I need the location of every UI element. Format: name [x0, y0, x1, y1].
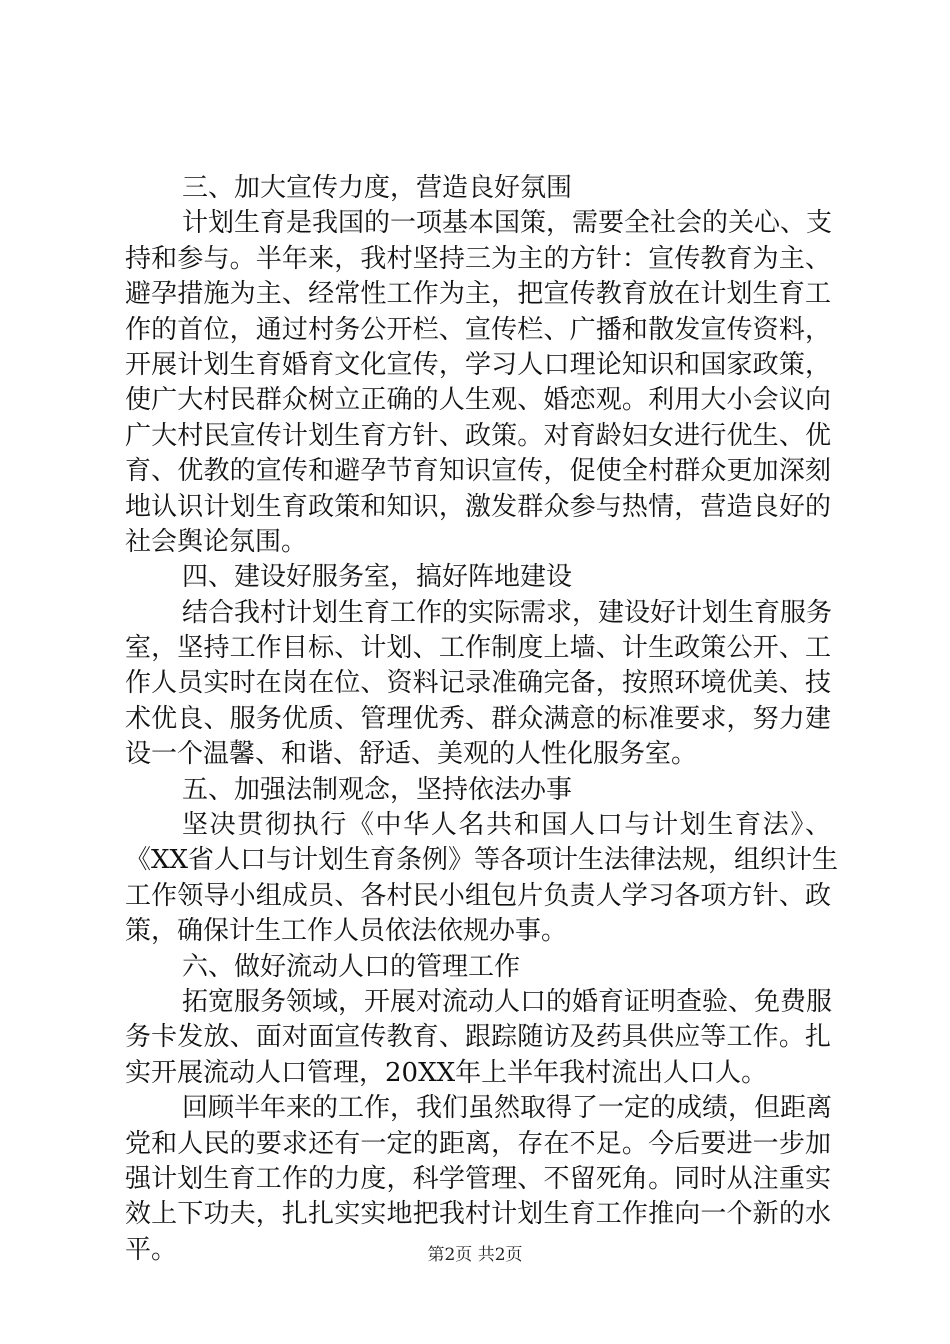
paragraph-line: 避孕措施为主、经常性工作为主，把宣传教育放在计划生育工 — [125, 279, 831, 310]
paragraph-line: 计划生育是我国的一项基本国策，需要全社会的关心、支 — [182, 208, 833, 239]
paragraph-line: 实开展流动人口管理，20XX年上半年我村流出人口人。 — [125, 1057, 768, 1088]
paragraph-line: 强计划生育工作的力度，科学管理、不留死角。同时从注重实 — [125, 1163, 831, 1194]
paragraph-line: 育、优教的宣传和避孕节育知识宣传，促使全村群众更加深刻 — [125, 456, 831, 487]
paragraph-line: 设一个温馨、和谐、舒适、美观的人性化服务室。 — [125, 739, 698, 770]
paragraph-line: 工作领导小组成员、各村民小组包片负责人学习各项方针、政 — [125, 880, 831, 911]
paragraph-line: 平。 — [125, 1234, 178, 1265]
paragraph-line: 务卡发放、面对面宣传教育、跟踪随访及药具供应等工作。扎 — [125, 1022, 831, 1053]
paragraph-line: 坚决贯彻执行《中华人名共和国人口与计划生育法》、 — [182, 810, 831, 841]
paragraph-line: 室，坚持工作目标、计划、工作制度上墙、计生政策公开、工 — [125, 633, 831, 664]
paragraph-line: 结合我村计划生育工作的实际需求，建设好计划生育服务 — [182, 597, 833, 628]
section-heading: 六、做好流动人口的管理工作 — [182, 951, 521, 982]
page-number-footer: 第2页 共2页 — [427, 1245, 523, 1265]
paragraph-line: 回顾半年来的工作，我们虽然取得了一定的成绩，但距离 — [182, 1093, 833, 1124]
paragraph-line: 效上下功夫，扎扎实实地把我村计划生育工作推向一个新的水 — [125, 1199, 831, 1230]
document-body — [125, 171, 839, 1268]
paragraph-line: 使广大村民群众树立正确的人生观、婚恋观。利用大小会议向 — [125, 385, 831, 416]
paragraph-line: 策，确保计生工作人员依法依规办事。 — [125, 916, 568, 947]
paragraph-line: 《XX省人口与计划生育条例》等各项计生法律法规，组织计生 — [125, 845, 839, 876]
section-heading: 四、建设好服务室，搞好阵地建设 — [182, 562, 573, 593]
paragraph-line: 广大村民宣传计划生育方针、政策。对育龄妇女进行优生、优 — [125, 420, 831, 451]
paragraph-line: 术优良、服务优质、管理优秀、群众满意的标准要求，努力建 — [125, 703, 831, 734]
paragraph-line: 党和人民的要求还有一定的距离，存在不足。今后要进一步加 — [125, 1128, 831, 1159]
section-heading: 三、加大宣传力度，营造良好氛围 — [182, 173, 573, 203]
paragraph-line: 社会舆论氛围。 — [125, 526, 308, 557]
section-heading: 五、加强法制观念，坚持依法办事 — [182, 774, 573, 805]
paragraph-line: 开展计划生育婚育文化宣传，学习人口理论知识和国家政策， — [125, 349, 831, 380]
paragraph-line: 作人员实时在岗在位、资料记录准确完备，按照环境优美、技 — [125, 668, 831, 699]
paragraph-line: 作的首位，通过村务公开栏、宣传栏、广播和散发宣传资料， — [125, 314, 831, 345]
paragraph-line: 持和参与。半年来，我村坚持三为主的方针：宣传教育为主、 — [125, 243, 831, 274]
paragraph-line: 地认识计划生育政策和知识，激发群众参与热情，营造良好的 — [125, 491, 831, 522]
paragraph-line: 拓宽服务领域，开展对流动人口的婚育证明查验、免费服 — [182, 986, 833, 1017]
